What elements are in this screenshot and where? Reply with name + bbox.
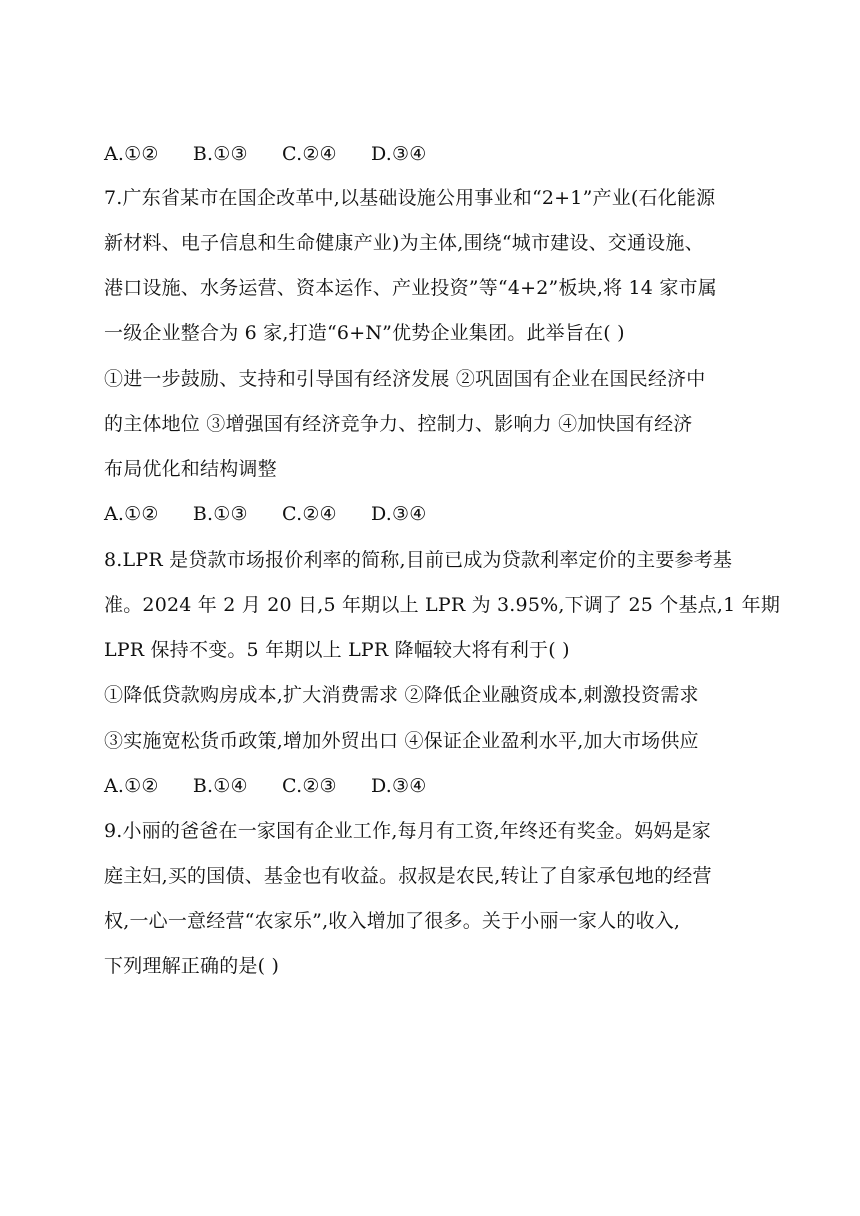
q6-option-d: D.③④ bbox=[371, 143, 427, 165]
q8-option-d: D.③④ bbox=[371, 775, 427, 797]
q8-option-a: A.①② bbox=[104, 775, 159, 797]
q7-stem-line: 一级企业整合为 6 家,打造“6+N”优势企业集团。此举旨在( ) bbox=[104, 322, 625, 344]
q7-statement-line: 布局优化和结构调整 bbox=[104, 458, 277, 480]
q7-stem-line: 新材料、电子信息和生命健康产业)为主体,围绕“城市建设、交通设施、 bbox=[104, 232, 704, 254]
q6-option-b: B.①③ bbox=[192, 143, 248, 165]
q9-stem-line: 9.小丽的爸爸在一家国有企业工作,每月有工资,年终还有奖金。妈妈是家 bbox=[104, 820, 712, 842]
q8-stem-line: 8.LPR 是贷款市场报价利率的简称,目前已成为贷款利率定价的主要参考基 bbox=[104, 549, 733, 571]
q8-option-c: C.②③ bbox=[282, 775, 337, 797]
q8-answer-options bbox=[104, 769, 764, 803]
q7-answer-options bbox=[104, 497, 764, 531]
q7-statement-line: ①进一步鼓励、支持和引导国有经济发展 ②巩固国有企业在国民经济中 bbox=[104, 368, 706, 390]
q9-stem-line: 庭主妇,买的国债、基金也有收益。叔叔是农民,转让了自家承包地的经营 bbox=[104, 865, 712, 887]
q8-stem-line: 准。2024 年 2 月 20 日,5 年期以上 LPR 为 3.95%,下调了 25 个基点,1 年期 bbox=[104, 594, 781, 616]
q9-stem-line: 下列理解正确的是( ) bbox=[104, 955, 280, 977]
q8-stem-line: LPR 保持不变。5 年期以上 LPR 降幅较大将有利于( ) bbox=[104, 639, 570, 661]
q9-stem-line: 权,一心一意经营“农家乐”,收入增加了很多。关于小丽一家人的收入, bbox=[104, 910, 681, 932]
q6-answer-options bbox=[104, 137, 764, 171]
q7-option-c: C.②④ bbox=[282, 503, 337, 525]
q7-option-a: A.①② bbox=[104, 503, 159, 525]
q6-option-a: A.①② bbox=[104, 143, 159, 165]
q7-stem-line: 港口设施、水务运营、资本运作、产业投资”等“4+2”板块,将 14 家市属 bbox=[104, 277, 717, 299]
q7-option-d: D.③④ bbox=[371, 503, 427, 525]
q7-option-b: B.①③ bbox=[192, 503, 248, 525]
q7-stem-line: 7.广东省某市在国企改革中,以基础设施公用事业和“2+1”产业(石化能源 bbox=[104, 187, 716, 209]
q8-statement-line: ③实施宽松货币政策,增加外贸出口 ④保证企业盈利水平,加大市场供应 bbox=[104, 730, 699, 752]
q6-option-c: C.②④ bbox=[282, 143, 337, 165]
q8-option-b: B.①④ bbox=[192, 775, 248, 797]
q7-statement-line: 的主体地位 ③增强国有经济竞争力、控制力、影响力 ④加快国有经济 bbox=[104, 413, 693, 435]
q8-statement-line: ①降低贷款购房成本,扩大消费需求 ②降低企业融资成本,刺激投资需求 bbox=[104, 684, 699, 706]
